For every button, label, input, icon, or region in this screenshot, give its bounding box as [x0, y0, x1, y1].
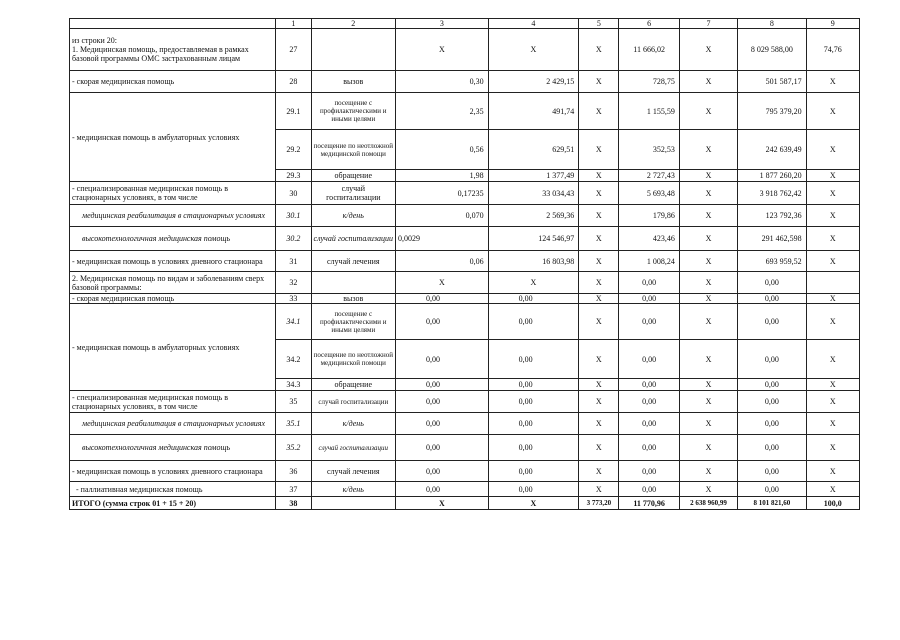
row-code: 30.1 [276, 205, 311, 227]
row-unit: посещение по неотложной медицинской помощи [311, 340, 396, 379]
cell-c6: 11 666,02 [619, 29, 679, 71]
row-name: высокотехнологичная медицинская помощь [70, 227, 276, 251]
cell-c5: Х [579, 435, 619, 461]
row-code: 35.1 [276, 413, 311, 435]
cell-c6: 0,00 [619, 304, 679, 340]
cell-c4: 1 377,49 [488, 170, 579, 182]
total-row [70, 497, 860, 510]
cell-c3: 0,00 [396, 435, 489, 461]
cell-c9: 100,0 [806, 497, 859, 510]
cell-c3: 0,30 [396, 71, 489, 93]
cell-c8: 501 587,17 [738, 71, 806, 93]
cell-c9: Х [806, 227, 859, 251]
cell-c4: 0,00 [488, 294, 579, 304]
cell-c4: 0,00 [488, 435, 579, 461]
total-label: ИТОГО (сумма строк 01 + 15 + 20) [70, 497, 276, 510]
cell-c3: Х [396, 272, 489, 294]
cell-c5: Х [579, 272, 619, 294]
cell-c5: Х [579, 391, 619, 413]
row-code: 33 [276, 294, 311, 304]
row-name: - медицинская помощь в амбулаторных условиях [70, 93, 276, 182]
cell-c4: 124 546,97 [488, 227, 579, 251]
cell-c9: Х [806, 71, 859, 93]
cell-c8: 242 639,49 [738, 130, 806, 170]
row-name: из строки 20: 1. Медицинская помощь, предоставляемая в рамках базовой программы ОМС застрахованным лицам [70, 29, 276, 71]
cell-c9: Х [806, 93, 859, 130]
row-unit: случай госпитализации [311, 435, 396, 461]
cell-c3: 0,00 [396, 379, 489, 391]
row-unit: к/день [311, 482, 396, 497]
table-row [70, 482, 860, 497]
cell-c3: 0,17235 [396, 182, 489, 205]
cell-c6: 1 155,59 [619, 93, 679, 130]
table-row [70, 71, 860, 93]
row-name: - паллиативная медицинская помощь [70, 482, 276, 497]
cell-c3: 0,06 [396, 251, 489, 272]
row-unit [311, 497, 396, 510]
cell-c5: Х [579, 29, 619, 71]
cell-c8: 1 877 260,20 [738, 170, 806, 182]
cell-c5: Х [579, 93, 619, 130]
row-code: 37 [276, 482, 311, 497]
cell-c8: 0,00 [738, 304, 806, 340]
table-row [70, 391, 860, 413]
row-name: высокотехнологичная медицинская помощь [70, 435, 276, 461]
cell-c7: Х [679, 29, 737, 71]
cell-c9: Х [806, 304, 859, 340]
cell-c9: Х [806, 391, 859, 413]
cell-c4: 0,00 [488, 461, 579, 482]
row-unit: посещение по неотложной медицинской помощи [311, 130, 396, 170]
row-code: 29.3 [276, 170, 311, 182]
col-header-5: 5 [579, 19, 619, 29]
col-header-3: 3 [396, 19, 489, 29]
col-header-8: 8 [738, 19, 806, 29]
cell-c8: 0,00 [738, 435, 806, 461]
row-code: 29.1 [276, 93, 311, 130]
row-unit: случай лечения [311, 461, 396, 482]
cell-c8: 0,00 [738, 340, 806, 379]
col-header-4: 4 [488, 19, 579, 29]
cell-c7: Х [679, 93, 737, 130]
row-code: 34.2 [276, 340, 311, 379]
row-unit: обращение [311, 379, 396, 391]
col-header-1: 1 [276, 19, 311, 29]
row-unit: посещение с профилактическими и иными целями [311, 304, 396, 340]
cell-c9: Х [806, 413, 859, 435]
cell-c5: Х [579, 170, 619, 182]
table-row [70, 227, 860, 251]
row-name: - медицинская помощь в условиях дневного стационара [70, 251, 276, 272]
cell-c9: Х [806, 435, 859, 461]
row-code: 36 [276, 461, 311, 482]
cell-c4: Х [488, 497, 579, 510]
cell-c8: 8 101 821,60 [738, 497, 806, 510]
row-code: 35 [276, 391, 311, 413]
cell-c3: 0,00 [396, 413, 489, 435]
row-code: 34.1 [276, 304, 311, 340]
cell-c6: 5 693,48 [619, 182, 679, 205]
row-unit: к/день [311, 205, 396, 227]
cell-c6: 0,00 [619, 482, 679, 497]
cell-c6: 0,00 [619, 272, 679, 294]
cell-c8: 0,00 [738, 482, 806, 497]
cell-c8: 0,00 [738, 391, 806, 413]
table-row [70, 182, 860, 205]
row-name: - медицинская помощь в амбулаторных условиях [70, 304, 276, 391]
row-unit: обращение [311, 170, 396, 182]
row-unit [311, 272, 396, 294]
cell-c5: 3 773,20 [579, 497, 619, 510]
row-code: 28 [276, 71, 311, 93]
cell-c3: Х [396, 29, 489, 71]
cell-c8: 0,00 [738, 272, 806, 294]
cell-c6: 0,00 [619, 413, 679, 435]
row-unit: вызов [311, 294, 396, 304]
row-unit: посещение с профилактическими и иными целями [311, 93, 396, 130]
cell-c6: 0,00 [619, 294, 679, 304]
row-unit: вызов [311, 71, 396, 93]
cell-c6: 423,46 [619, 227, 679, 251]
cell-c6: 0,00 [619, 391, 679, 413]
cell-c8: 795 379,20 [738, 93, 806, 130]
row-unit: случай госпитализации [311, 391, 396, 413]
cell-c4: 2 569,36 [488, 205, 579, 227]
cell-c4: Х [488, 29, 579, 71]
column-number-row [70, 19, 860, 29]
cell-c9 [806, 272, 859, 294]
row-name: медицинская реабилитация в стационарных условиях [70, 205, 276, 227]
cell-c8: 0,00 [738, 294, 806, 304]
cell-c4: Х [488, 272, 579, 294]
cell-c7: Х [679, 294, 737, 304]
cell-c9: Х [806, 340, 859, 379]
cell-c3: 0,070 [396, 205, 489, 227]
cell-c4: 0,00 [488, 413, 579, 435]
col-header-0 [70, 19, 276, 29]
cell-c4: 0,00 [488, 304, 579, 340]
cell-c7: Х [679, 272, 737, 294]
cell-c7: Х [679, 304, 737, 340]
cell-c6: 0,00 [619, 435, 679, 461]
row-unit: случай лечения [311, 251, 396, 272]
cell-c9: Х [806, 251, 859, 272]
cell-c4: 0,00 [488, 482, 579, 497]
table-row [70, 304, 860, 340]
cell-c6: 179,86 [619, 205, 679, 227]
cell-c5: Х [579, 482, 619, 497]
row-code: 32 [276, 272, 311, 294]
table-row [70, 272, 860, 294]
cell-c6: 0,00 [619, 340, 679, 379]
table-row [70, 413, 860, 435]
cell-c7: Х [679, 379, 737, 391]
col-header-7: 7 [679, 19, 737, 29]
cell-c5: Х [579, 340, 619, 379]
row-name: - медицинская помощь в условиях дневного стационара [70, 461, 276, 482]
cell-c9: Х [806, 170, 859, 182]
row-unit: случай госпитализации [311, 227, 396, 251]
col-header-9: 9 [806, 19, 859, 29]
cell-c5: Х [579, 182, 619, 205]
cell-c9: Х [806, 294, 859, 304]
row-name: - специализированная медицинская помощь в стационарных условиях, в том числе [70, 182, 276, 205]
cell-c5: Х [579, 130, 619, 170]
cell-c3: 2,35 [396, 93, 489, 130]
cell-c9: Х [806, 130, 859, 170]
cell-c5: Х [579, 71, 619, 93]
cell-c8: 3 918 762,42 [738, 182, 806, 205]
row-code: 38 [276, 497, 311, 510]
cell-c3: 0,56 [396, 130, 489, 170]
table-row [70, 29, 860, 71]
table-row [70, 294, 860, 304]
cell-c8: 291 462,598 [738, 227, 806, 251]
cell-c6: 0,00 [619, 379, 679, 391]
cell-c8: 0,00 [738, 413, 806, 435]
table-row [70, 205, 860, 227]
cell-c7: Х [679, 340, 737, 379]
cell-c9: Х [806, 205, 859, 227]
cell-c8: 0,00 [738, 379, 806, 391]
cell-c3: 0,0029 [396, 227, 489, 251]
cell-c4: 0,00 [488, 391, 579, 413]
cell-c9: Х [806, 379, 859, 391]
cell-c5: Х [579, 304, 619, 340]
row-name: - скорая медицинская помощь [70, 71, 276, 93]
row-unit: случай госпитализации [311, 182, 396, 205]
cell-c3: 0,00 [396, 461, 489, 482]
row-unit: к/день [311, 413, 396, 435]
table-row [70, 93, 860, 130]
cell-c7: Х [679, 170, 737, 182]
cell-c5: Х [579, 461, 619, 482]
cell-c7: 2 638 960,99 [679, 497, 737, 510]
cell-c6: 1 008,24 [619, 251, 679, 272]
col-header-6: 6 [619, 19, 679, 29]
cell-c4: 33 034,43 [488, 182, 579, 205]
cell-c5: Х [579, 227, 619, 251]
cell-c6: 352,53 [619, 130, 679, 170]
cell-c8: 693 959,52 [738, 251, 806, 272]
cell-c7: Х [679, 435, 737, 461]
row-name: - специализированная медицинская помощь в стационарных условиях, в том числе [70, 391, 276, 413]
cell-c3: 0,00 [396, 304, 489, 340]
cell-c6: 11 770,96 [619, 497, 679, 510]
cell-c4: 2 429,15 [488, 71, 579, 93]
cell-c3: 0,00 [396, 482, 489, 497]
row-name: медицинская реабилитация в стационарных условиях [70, 413, 276, 435]
cell-c6: 728,75 [619, 71, 679, 93]
cell-c6: 2 727,43 [619, 170, 679, 182]
cell-c4: 491,74 [488, 93, 579, 130]
row-code: 27 [276, 29, 311, 71]
cell-c3: 0,00 [396, 294, 489, 304]
cell-c9: Х [806, 182, 859, 205]
cell-c7: Х [679, 182, 737, 205]
cell-c8: 123 792,36 [738, 205, 806, 227]
cell-c3: 0,00 [396, 391, 489, 413]
cell-c4: 629,51 [488, 130, 579, 170]
cell-c4: 0,00 [488, 379, 579, 391]
table-row [70, 461, 860, 482]
cell-c3: Х [396, 497, 489, 510]
cell-c7: Х [679, 130, 737, 170]
cell-c8: 0,00 [738, 461, 806, 482]
cell-c7: Х [679, 461, 737, 482]
row-unit [311, 29, 396, 71]
cell-c9: Х [806, 461, 859, 482]
cell-c5: Х [579, 205, 619, 227]
row-name: - скорая медицинская помощь [70, 294, 276, 304]
cell-c5: Х [579, 379, 619, 391]
cell-c6: 0,00 [619, 461, 679, 482]
cell-c4: 0,00 [488, 340, 579, 379]
cell-c7: Х [679, 227, 737, 251]
cell-c5: Х [579, 251, 619, 272]
row-code: 30.2 [276, 227, 311, 251]
cell-c5: Х [579, 294, 619, 304]
table-row [70, 251, 860, 272]
cell-c7: Х [679, 71, 737, 93]
cell-c7: Х [679, 482, 737, 497]
row-code: 30 [276, 182, 311, 205]
row-code: 34.3 [276, 379, 311, 391]
cell-c4: 16 803,98 [488, 251, 579, 272]
row-name: 2. Медицинская помощь по видам и заболеваниям сверх базовой программы: [70, 272, 276, 294]
cell-c7: Х [679, 251, 737, 272]
cell-c5: Х [579, 413, 619, 435]
row-code: 31 [276, 251, 311, 272]
cell-c7: Х [679, 391, 737, 413]
cell-c8: 8 029 588,00 [738, 29, 806, 71]
cell-c3: 1,98 [396, 170, 489, 182]
cell-c3: 0,00 [396, 340, 489, 379]
table-row [70, 435, 860, 461]
cell-c9: 74,76 [806, 29, 859, 71]
cell-c7: Х [679, 205, 737, 227]
cell-c9: Х [806, 482, 859, 497]
financing-table [69, 18, 860, 510]
col-header-2: 2 [311, 19, 396, 29]
row-code: 29.2 [276, 130, 311, 170]
cell-c7: Х [679, 413, 737, 435]
row-code: 35.2 [276, 435, 311, 461]
